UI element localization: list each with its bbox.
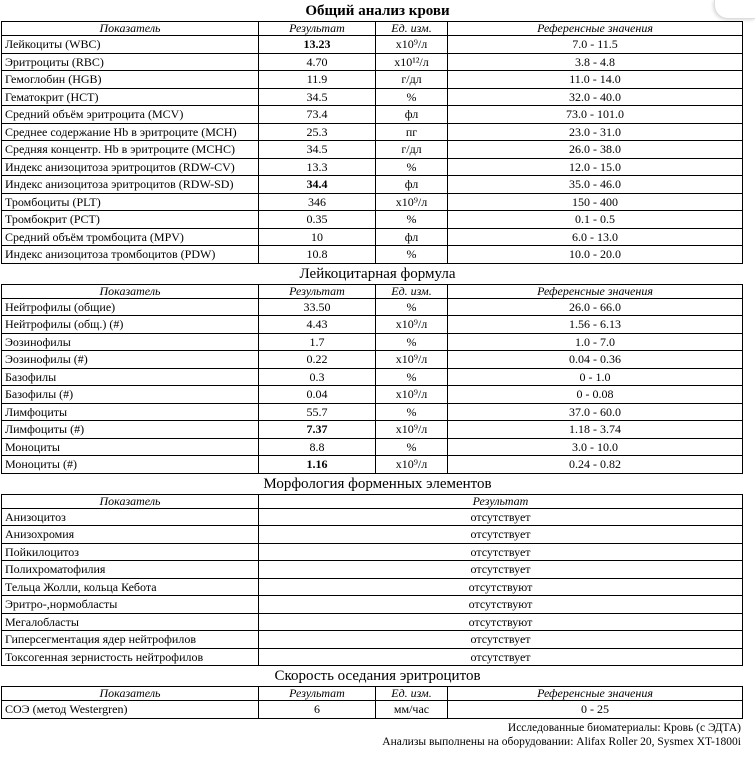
cell-reference: 150 - 400 — [448, 193, 743, 211]
table-row — [2, 508, 743, 526]
cell-indicator: Индекс анизоцитоза эритроцитов (RDW-CV) — [2, 158, 259, 176]
table-row — [2, 613, 743, 631]
cell-indicator: Мегалобласты — [2, 613, 259, 631]
cell-reference: 0.24 - 0.82 — [448, 456, 743, 474]
cell-reference: 37.0 - 60.0 — [448, 403, 743, 421]
table-row — [2, 596, 743, 614]
cell-reference: 7.0 - 11.5 — [448, 36, 743, 54]
header-indicator: Показатель — [2, 22, 259, 36]
header-result: Результат — [259, 284, 376, 298]
cell-reference: 10.0 - 20.0 — [448, 246, 743, 264]
cell-indicator: Анизоцитоз — [2, 508, 259, 526]
cell-result: 25.3 — [259, 123, 376, 141]
cell-result: 1.16 — [259, 456, 376, 474]
header-result: Результат — [259, 687, 376, 701]
table-row — [2, 631, 743, 649]
table-row — [2, 701, 743, 719]
cell-unit: x10⁹/л — [376, 36, 448, 54]
cell-reference: 0 - 25 — [448, 701, 743, 719]
cell-result: отсутствуют — [259, 596, 743, 614]
cell-result: отсутствует — [259, 648, 743, 666]
cell-result: отсутствуют — [259, 578, 743, 596]
cell-result: 4.70 — [259, 53, 376, 71]
cell-indicator: Средний объём тромбоцита (MPV) — [2, 228, 259, 246]
morph-table — [1, 494, 743, 667]
cell-unit: x10¹²/л — [376, 53, 448, 71]
cell-unit: мм/час — [376, 701, 448, 719]
table-row — [2, 421, 743, 439]
cell-reference: 3.0 - 10.0 — [448, 438, 743, 456]
cell-reference: 0.04 - 0.36 — [448, 351, 743, 369]
leuko-title: Лейкоцитарная формула — [299, 265, 456, 282]
table-row — [2, 298, 743, 316]
cell-reference: 32.0 - 40.0 — [448, 88, 743, 106]
cell-unit: г/дл — [376, 71, 448, 89]
cell-result: отсутствует — [259, 561, 743, 579]
cell-result: 55.7 — [259, 403, 376, 421]
header-reference: Референсные значения — [448, 687, 743, 701]
report-title: Общий анализ крови — [305, 3, 450, 19]
cell-indicator: СОЭ (метод Westergren) — [2, 701, 259, 719]
cell-reference: 1.18 - 3.74 — [448, 421, 743, 439]
cell-result: 73.4 — [259, 106, 376, 124]
table-row — [2, 36, 743, 54]
cell-result: 34.5 — [259, 88, 376, 106]
cell-result: отсутствует — [259, 508, 743, 526]
header-result: Результат — [259, 494, 743, 508]
report-footer — [0, 721, 755, 749]
cell-reference: 26.0 - 66.0 — [448, 298, 743, 316]
table-header — [2, 687, 743, 701]
cell-unit: % — [376, 333, 448, 351]
cell-unit: % — [376, 88, 448, 106]
cell-indicator: Нейтрофилы (общие) — [2, 298, 259, 316]
table-row — [2, 176, 743, 194]
cell-indicator: Лейкоциты (WBC) — [2, 36, 259, 54]
cell-indicator: Гематокрит (HCT) — [2, 88, 259, 106]
cell-indicator: Токсогенная зернистость нейтрофилов — [2, 648, 259, 666]
cell-indicator: Полихроматофилия — [2, 561, 259, 579]
table-row — [2, 123, 743, 141]
cell-indicator: Эозинофилы — [2, 333, 259, 351]
table-row — [2, 246, 743, 264]
cell-unit: % — [376, 246, 448, 264]
esr-table — [1, 686, 743, 719]
table-row — [2, 211, 743, 229]
table-header — [2, 494, 743, 508]
cell-reference: 1.0 - 7.0 — [448, 333, 743, 351]
table-row — [2, 106, 743, 124]
table-header — [2, 22, 743, 36]
cell-unit: x10⁹/л — [376, 456, 448, 474]
cell-unit: % — [376, 368, 448, 386]
morph-title: Морфология форменных элементов — [263, 475, 492, 492]
header-reference: Референсные значения — [448, 284, 743, 298]
cell-unit: % — [376, 298, 448, 316]
cell-indicator: Базофилы — [2, 368, 259, 386]
cell-result: отсутствует — [259, 543, 743, 561]
cell-unit: % — [376, 211, 448, 229]
cell-indicator: Средняя концентр. Hb в эритроците (MCHC) — [2, 141, 259, 159]
cell-indicator: Лимфоциты (#) — [2, 421, 259, 439]
cell-result: отсутствует — [259, 526, 743, 544]
table-row — [2, 561, 743, 579]
cell-indicator: Моноциты — [2, 438, 259, 456]
cell-indicator: Лимфоциты — [2, 403, 259, 421]
cell-unit: фл — [376, 228, 448, 246]
table-row — [2, 53, 743, 71]
cell-result: 0.35 — [259, 211, 376, 229]
cell-result: 13.3 — [259, 158, 376, 176]
table-row — [2, 141, 743, 159]
cell-result: 33.50 — [259, 298, 376, 316]
cell-reference: 3.8 - 4.8 — [448, 53, 743, 71]
table-row — [2, 648, 743, 666]
cell-indicator: Гиперсегментация ядер нейтрофилов — [2, 631, 259, 649]
cell-indicator: Анизохромия — [2, 526, 259, 544]
cell-reference: 12.0 - 15.0 — [448, 158, 743, 176]
cell-reference: 26.0 - 38.0 — [448, 141, 743, 159]
table-row — [2, 88, 743, 106]
cell-reference: 0 - 0.08 — [448, 386, 743, 404]
cell-indicator: Тромбоциты (PLT) — [2, 193, 259, 211]
cell-unit: пг — [376, 123, 448, 141]
cell-reference: 23.0 - 31.0 — [448, 123, 743, 141]
table-row — [2, 403, 743, 421]
cell-indicator: Пойкилоцитоз — [2, 543, 259, 561]
page-corner-button[interactable] — [714, 0, 755, 19]
cell-result: 1.7 — [259, 333, 376, 351]
cell-indicator: Эритро-,нормобласты — [2, 596, 259, 614]
cell-result: 346 — [259, 193, 376, 211]
cell-result: отсутствуют — [259, 613, 743, 631]
header-indicator: Показатель — [2, 687, 259, 701]
cell-reference: 1.56 - 6.13 — [448, 316, 743, 334]
cell-unit: % — [376, 158, 448, 176]
table-row — [2, 526, 743, 544]
cell-result: отсутствует — [259, 631, 743, 649]
table-header — [2, 284, 743, 298]
header-unit: Ед. изм. — [376, 284, 448, 298]
cell-result: 13.23 — [259, 36, 376, 54]
cell-unit: фл — [376, 176, 448, 194]
cell-reference: 73.0 - 101.0 — [448, 106, 743, 124]
cell-result: 34.4 — [259, 176, 376, 194]
cell-result: 0.22 — [259, 351, 376, 369]
cell-result: 0.04 — [259, 386, 376, 404]
cell-result: 8.8 — [259, 438, 376, 456]
cell-reference: 0 - 1.0 — [448, 368, 743, 386]
cell-result: 7.37 — [259, 421, 376, 439]
table-row — [2, 333, 743, 351]
table-row — [2, 438, 743, 456]
header-unit: Ед. изм. — [376, 687, 448, 701]
cell-unit: % — [376, 403, 448, 421]
header-indicator: Показатель — [2, 284, 259, 298]
cell-result: 10 — [259, 228, 376, 246]
cbc-table — [1, 21, 743, 264]
cell-indicator: Тромбокрит (PCT) — [2, 211, 259, 229]
footer-biomaterial: Исследованные биоматериалы: Кровь (с ЭДТА) — [507, 721, 741, 734]
table-row — [2, 193, 743, 211]
cell-result: 11.9 — [259, 71, 376, 89]
cell-result: 0.3 — [259, 368, 376, 386]
cell-unit: x10⁹/л — [376, 421, 448, 439]
table-row — [2, 368, 743, 386]
cell-indicator: Средний объём эритроцита (MCV) — [2, 106, 259, 124]
table-row — [2, 228, 743, 246]
cell-indicator: Эозинофилы (#) — [2, 351, 259, 369]
table-row — [2, 578, 743, 596]
cell-result: 4.43 — [259, 316, 376, 334]
cell-unit: x10⁹/л — [376, 386, 448, 404]
cell-indicator: Базофилы (#) — [2, 386, 259, 404]
cell-unit: x10⁹/л — [376, 316, 448, 334]
header-reference: Референсные значения — [448, 22, 743, 36]
table-row — [2, 316, 743, 334]
table-row — [2, 543, 743, 561]
table-row — [2, 158, 743, 176]
cell-result: 34.5 — [259, 141, 376, 159]
cell-result: 10.8 — [259, 246, 376, 264]
cell-unit: % — [376, 438, 448, 456]
header-unit: Ед. изм. — [376, 22, 448, 36]
cell-unit: г/дл — [376, 141, 448, 159]
cell-indicator: Эритроциты (RBC) — [2, 53, 259, 71]
cell-result: 6 — [259, 701, 376, 719]
cell-unit: x10⁹/л — [376, 193, 448, 211]
table-row — [2, 71, 743, 89]
cell-indicator: Тельца Жолли, кольца Кебота — [2, 578, 259, 596]
cell-reference: 0.1 - 0.5 — [448, 211, 743, 229]
cell-reference: 11.0 - 14.0 — [448, 71, 743, 89]
footer-equipment: Анализы выполнены на оборудовании: Alifax Roller 20, Sysmex XT-1800i — [382, 735, 741, 748]
header-indicator: Показатель — [2, 494, 259, 508]
cell-indicator: Нейтрофилы (общ.) (#) — [2, 316, 259, 334]
header-result: Результат — [259, 22, 376, 36]
cell-unit: фл — [376, 106, 448, 124]
cell-reference: 6.0 - 13.0 — [448, 228, 743, 246]
cell-reference: 35.0 - 46.0 — [448, 176, 743, 194]
table-row — [2, 456, 743, 474]
table-row — [2, 351, 743, 369]
cell-indicator: Индекс анизоцитоза тромбоцитов (PDW) — [2, 246, 259, 264]
cell-indicator: Индекс анизоцитоза эритроцитов (RDW-SD) — [2, 176, 259, 194]
cell-indicator: Среднее содержание Hb в эритроците (MCH) — [2, 123, 259, 141]
cell-indicator: Гемоглобин (HGB) — [2, 71, 259, 89]
leuko-table — [1, 284, 743, 474]
cell-unit: x10⁹/л — [376, 351, 448, 369]
table-row — [2, 386, 743, 404]
esr-title: Скорость оседания эритроцитов — [274, 668, 481, 684]
cell-indicator: Моноциты (#) — [2, 456, 259, 474]
